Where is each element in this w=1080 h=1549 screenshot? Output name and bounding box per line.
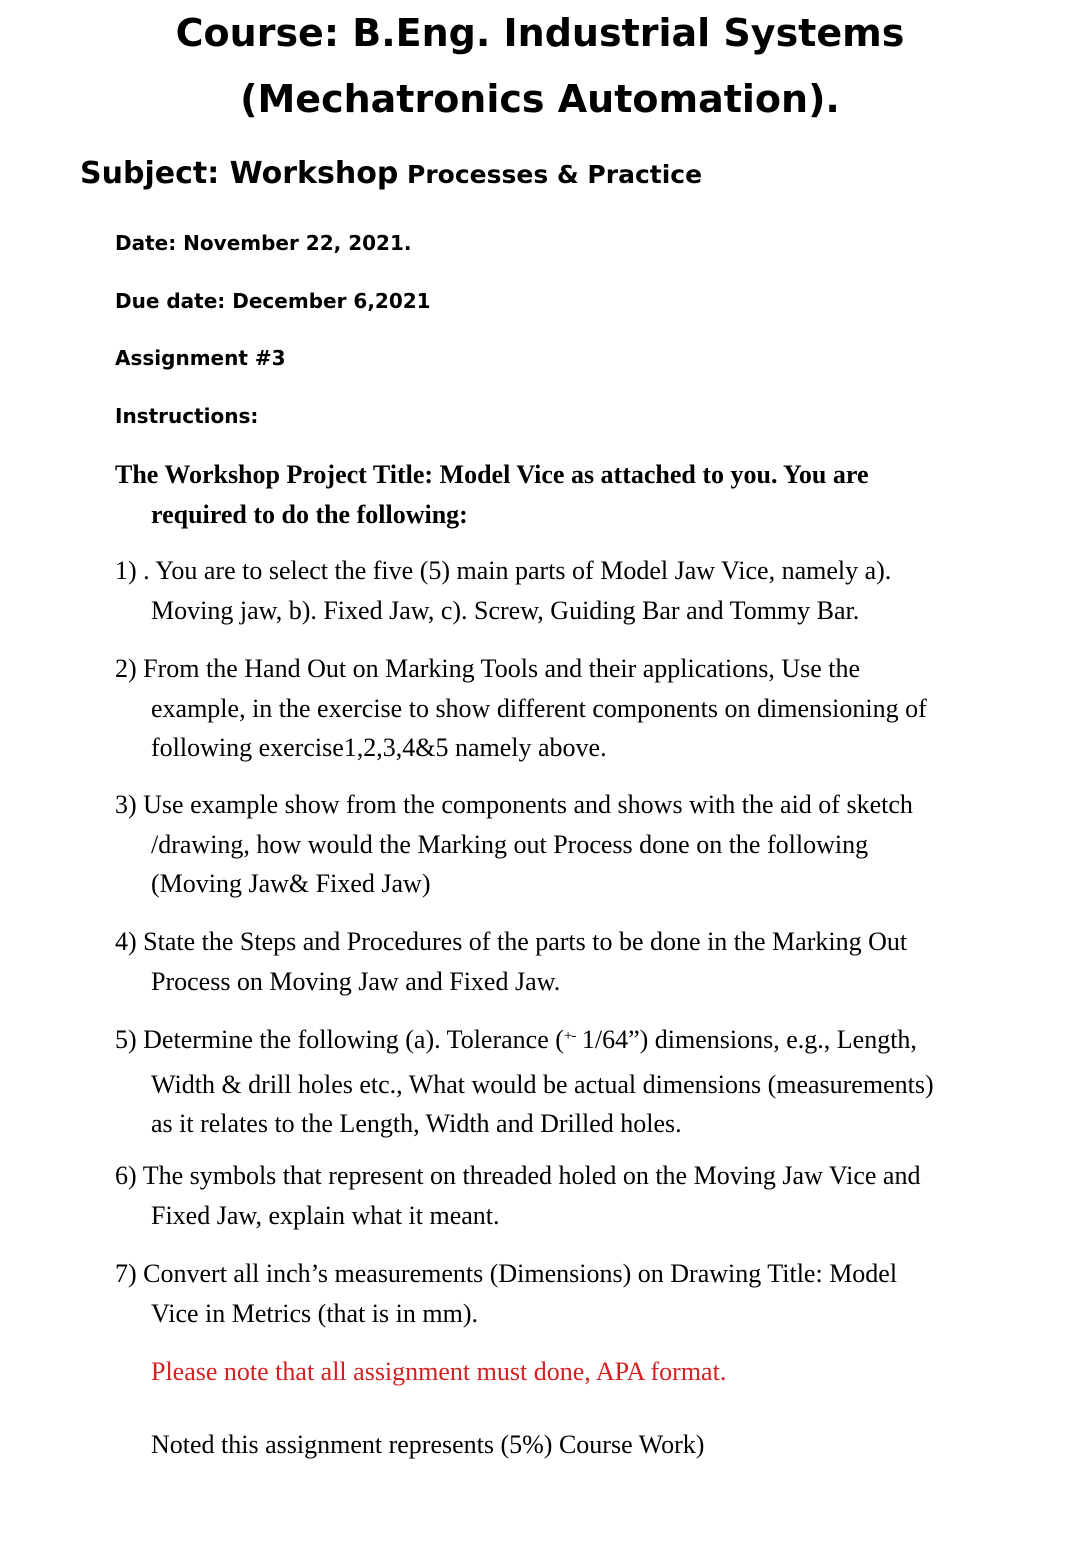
coursework-note: Noted this assignment represents (5%) Course Work) [151, 1430, 705, 1459]
list-item-2 [115, 649, 1015, 768]
item-5-line-3: as it relates to the Length, Width and Drilled holes. [151, 1109, 682, 1138]
instructions-label: Instructions: [115, 404, 259, 428]
project-title-line-1: The Workshop Project Title: Model Vice as attached to you. You are [115, 460, 869, 489]
item-1-line-2: Moving jaw, b). Fixed Jaw, c). Screw, Guiding Bar and Tommy Bar. [151, 595, 860, 625]
course-title-line-2: (Mechatronics Automation). [240, 77, 840, 121]
item-7-line-1: 7) Convert all inch’s measurements (Dimensions) on Drawing Title: Model [115, 1259, 898, 1288]
item-2-line-1: 2) From the Hand Out on Marking Tools and their applications, Use the [115, 654, 861, 683]
due-date-line: Due date: December 6,2021 [115, 289, 431, 313]
course-title-line-1: Course: B.Eng. Industrial Systems [175, 11, 905, 55]
item-1-line-1: 1) . You are to select the five (5) main parts of Model Jaw Vice, namely a). [115, 556, 892, 585]
item-3-line-3: (Moving Jaw& Fixed Jaw) [151, 869, 431, 898]
item-6-line-1: 6) The symbols that represent on threaded holed on the Moving Jaw Vice and [115, 1161, 921, 1190]
item-5-line-2: Width & drill holes etc., What would be actual dimensions (measurements) [151, 1069, 934, 1099]
list-item-6 [115, 1156, 1015, 1235]
item-5-line-1-pre: 5) Determine the following (a). Tolerance ( [115, 1025, 564, 1054]
item-5-line-1-post: 1/64”) dimensions, e.g., Length, [575, 1025, 917, 1054]
item-2-line-3: following exercise1,2,3,4&5 namely above. [151, 733, 607, 762]
item-4-line-2: Process on Moving Jaw and Fixed Jaw. [151, 966, 561, 996]
item-6-line-2: Fixed Jaw, explain what it meant. [151, 1200, 500, 1230]
date-line: Date: November 22, 2021. [115, 231, 412, 255]
subject-prefix: Subject: Workshop [80, 156, 399, 191]
item-4-line-1: 4) State the Steps and Procedures of the parts to be done in the Marking Out [115, 927, 908, 956]
plus-minus-symbol: +- [563, 1028, 576, 1044]
project-title [115, 455, 1015, 534]
item-3-line-2: /drawing, how would the Marking out Process done on the following [151, 829, 869, 859]
apa-format-note: Please note that all assignment must done, APA format. [151, 1357, 727, 1386]
list-item-4 [115, 922, 1015, 1001]
subject-suffix: Processes & Practice [398, 160, 703, 189]
item-2-line-2: example, in the exercise to show different components on dimensioning of [151, 693, 927, 723]
project-title-line-2: required to do the following: [151, 499, 468, 529]
list-item-5 [115, 1020, 1015, 1144]
item-5-line-1 [115, 1020, 1015, 1065]
assignment-number: Assignment #3 [115, 346, 286, 370]
list-item-1 [115, 551, 1015, 630]
list-item-3 [115, 785, 1015, 904]
list-item-7 [115, 1254, 1015, 1333]
subject-heading [80, 156, 702, 191]
item-3-line-1: 3) Use example show from the components and shows with the aid of sketch [115, 790, 913, 819]
item-7-line-2: Vice in Metrics (that is in mm). [151, 1298, 478, 1328]
